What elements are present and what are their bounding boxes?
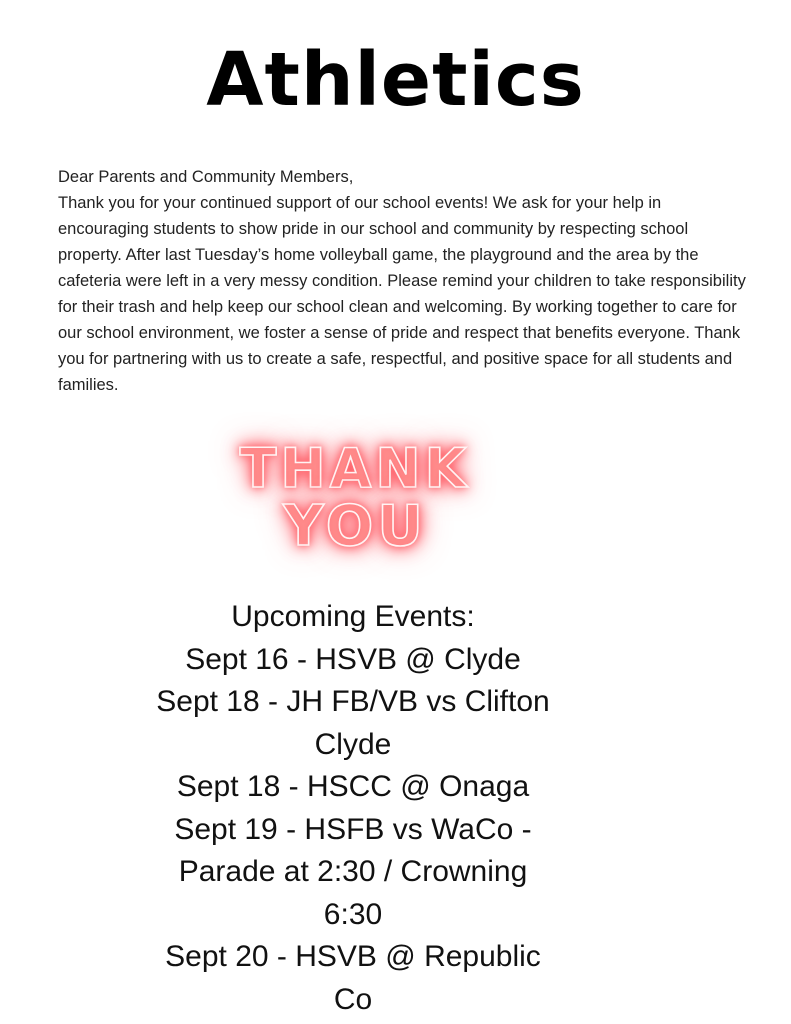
upcoming-events-list [150,596,556,1021]
letter-body [58,164,748,398]
thank-you-line-2: YOU [283,494,427,559]
letter-greeting: Dear Parents and Community Members, [58,168,354,186]
event-item: Sept 19 - HSFB vs WaCo - Parade at 2:30 / Crowning 6:30 [174,812,532,931]
event-item: Sept 18 - JH FB/VB vs Clifton Clyde [156,685,550,761]
page-title: Athletics [206,37,585,123]
event-item: Sept 16 - HSVB @ Clyde [185,642,521,676]
letter-paragraph: Thank you for your continued support of our school events! We ask for your help in encouraging students to show pride in our school and community by respecting school property. After last Tuesday’s home volleyball game, the playground and the area by the cafeteria were left in a very messy condition. Please remind your children to take responsibility for their trash and help keep our school clean and welcoming. By working together to care for our school environment, we foster a sense of pride and respect that benefits everyone. Thank you for partnering with us to create a safe, respectful, and positive space for all students and families. [58,194,746,394]
events-heading: Upcoming Events: [231,600,475,633]
thank-you-neon-graphic [225,437,485,570]
event-item: Sept 18 - HSCC @ Onaga [176,770,530,803]
event-item: Sept 20 - HSVB @ Republic Co [165,940,541,1016]
thank-you-line-1: THANK [239,437,471,500]
